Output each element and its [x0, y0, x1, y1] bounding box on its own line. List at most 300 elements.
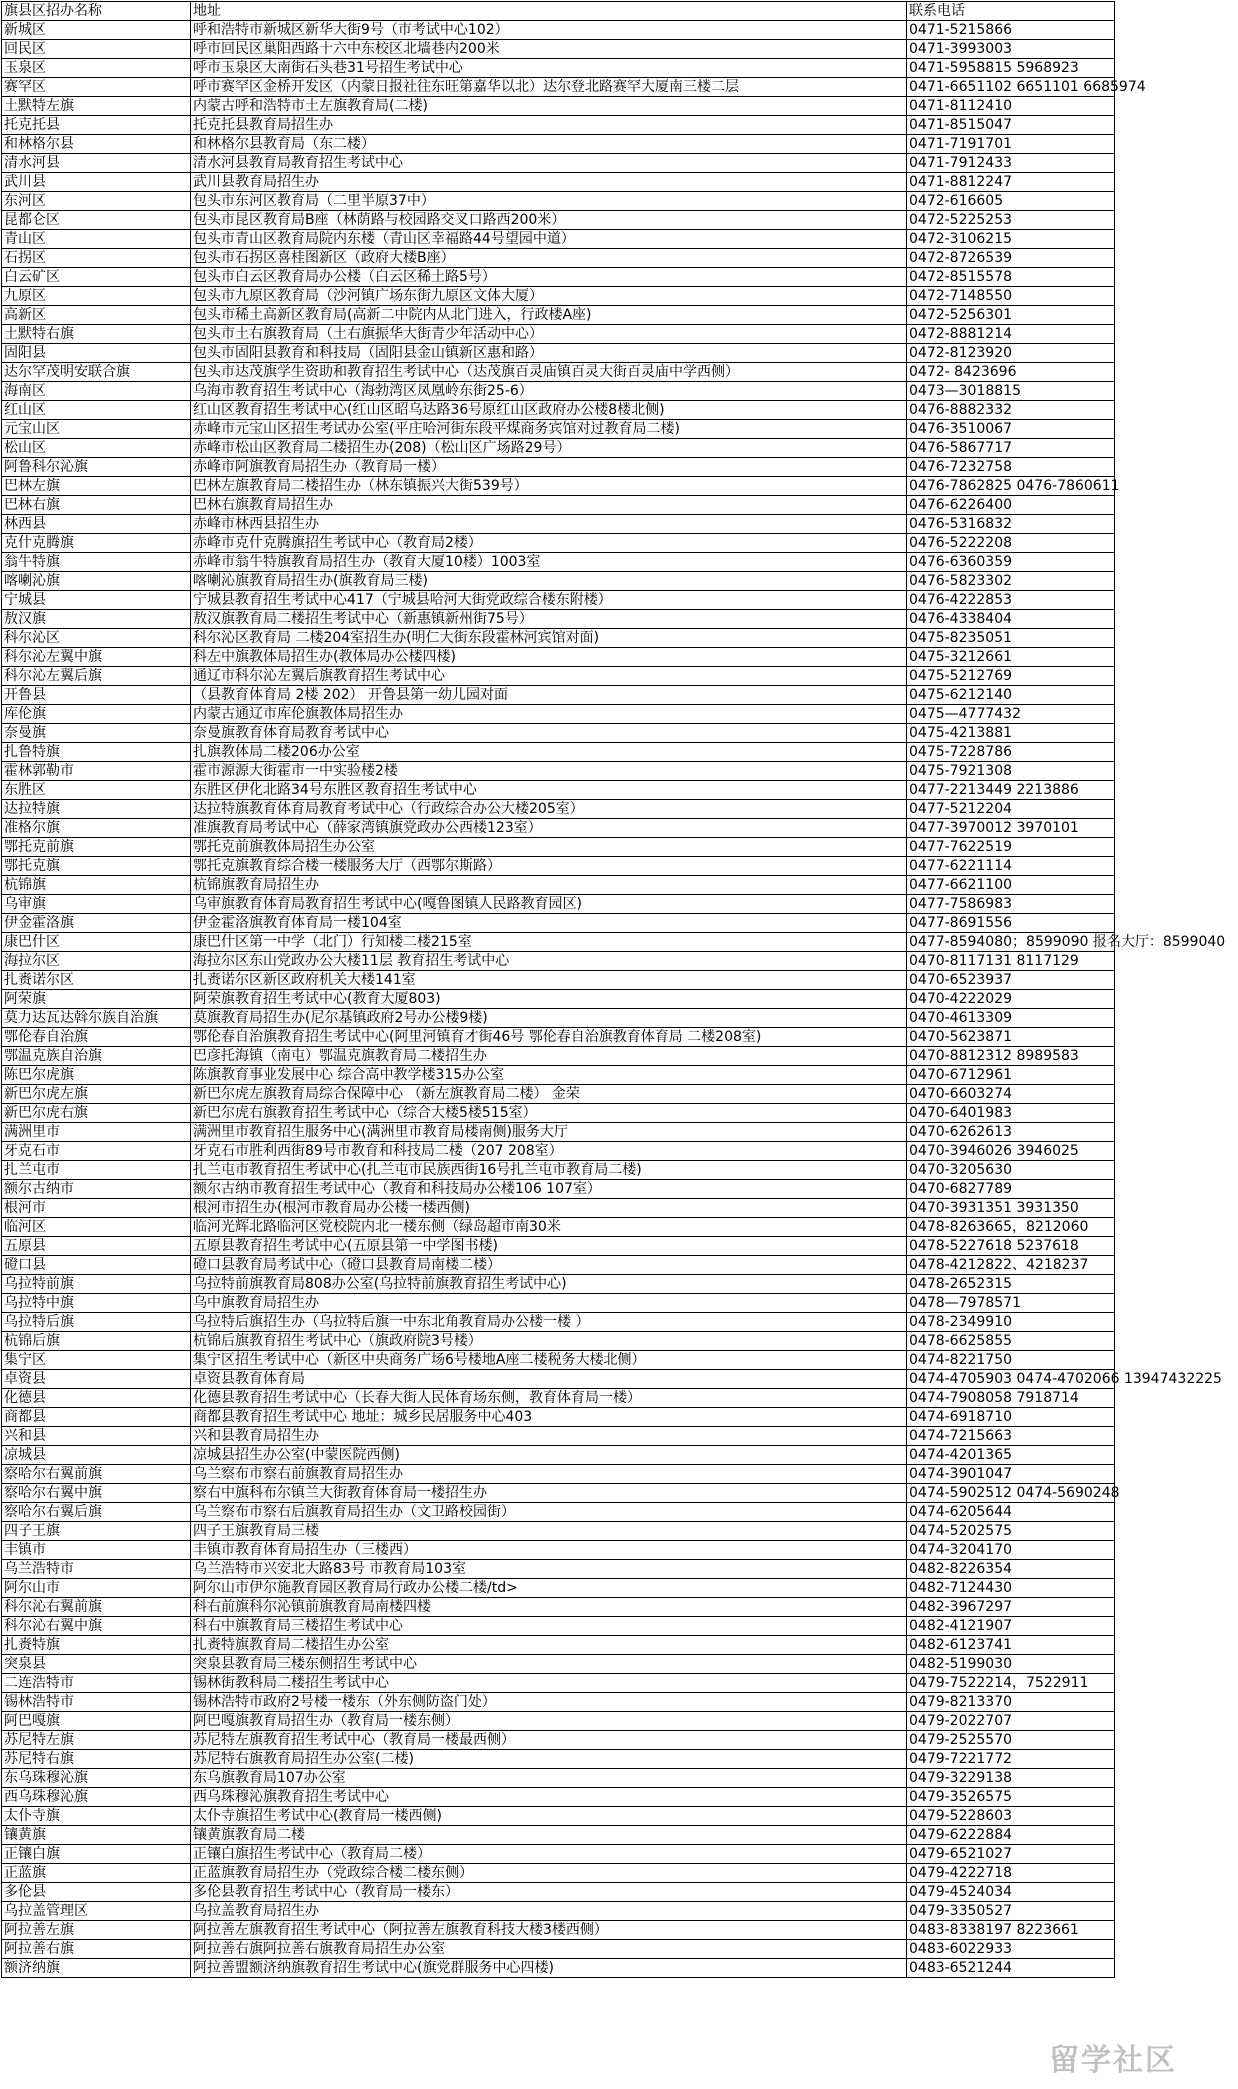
- office-name-cell: 阿拉善左旗: [2, 1921, 191, 1940]
- office-name-cell: 阿尔山市: [2, 1579, 191, 1598]
- phone-cell: 0474-8221750: [907, 1351, 1115, 1370]
- table-row: [2, 629, 1115, 648]
- address-cell: 乌兰察布市察右后旗教育局招生办（文卫路校园街）: [191, 1503, 907, 1522]
- phone-cell: 0474-5902512 0474-5690248: [907, 1484, 1115, 1503]
- office-name-cell: 海拉尔区: [2, 952, 191, 971]
- phone-cell: 0470-6523937: [907, 971, 1115, 990]
- office-name-cell: 额尔古纳市: [2, 1180, 191, 1199]
- address-cell: 苏尼特左旗教育招生考试中心（教育局一楼最西侧）: [191, 1731, 907, 1750]
- phone-cell: 0479-4222718: [907, 1864, 1115, 1883]
- office-name-cell: 达拉特旗: [2, 800, 191, 819]
- phone-cell: 0476-4222853: [907, 591, 1115, 610]
- office-name-cell: 兴和县: [2, 1427, 191, 1446]
- address-cell: 呼市回民区巢阳西路十六中东校区北墙巷内200米: [191, 40, 907, 59]
- table-row: [2, 1009, 1115, 1028]
- address-cell: 内蒙古通辽市库伦旗教体局招生办: [191, 705, 907, 724]
- address-cell: 乌审旗教育体育局教育招生考试中心(嘎鲁图镇人民路教育园区): [191, 895, 907, 914]
- phone-cell: 0476-4338404: [907, 610, 1115, 629]
- phone-cell: 0472-3106215: [907, 230, 1115, 249]
- office-name-cell: 青山区: [2, 230, 191, 249]
- phone-cell: 0470-8117131 8117129: [907, 952, 1115, 971]
- table-row: [2, 572, 1115, 591]
- address-cell: 牙克石市胜利西街89号市教育和科技局二楼（207 208室）: [191, 1142, 907, 1161]
- table-row: [2, 230, 1115, 249]
- table-row: [2, 1161, 1115, 1180]
- office-name-cell: 鄂伦春自治旗: [2, 1028, 191, 1047]
- table-row: [2, 1218, 1115, 1237]
- office-name-cell: 库伦旗: [2, 705, 191, 724]
- address-cell: 阿巴嘎旗教育局招生办（教育局一楼东侧）: [191, 1712, 907, 1731]
- address-cell: 包头市东河区教育局（二里半原37中）: [191, 192, 907, 211]
- office-name-cell: 和林格尔县: [2, 135, 191, 154]
- phone-cell: 0471-6651102 6651101 6685974: [907, 78, 1115, 97]
- phone-cell: 0476-6226400: [907, 496, 1115, 515]
- table-row: [2, 819, 1115, 838]
- table-row: [2, 1940, 1115, 1959]
- table-row: [2, 1503, 1115, 1522]
- address-cell: 商都县教育招生考试中心 地址：城乡民居服务中心403: [191, 1408, 907, 1427]
- office-name-cell: 东河区: [2, 192, 191, 211]
- table-row: [2, 1807, 1115, 1826]
- office-name-cell: 克什克腾旗: [2, 534, 191, 553]
- address-cell: 苏尼特右旗教育局招生办公室(二楼): [191, 1750, 907, 1769]
- phone-cell: 0478-2652315: [907, 1275, 1115, 1294]
- phone-cell: 0475—4777432: [907, 705, 1115, 724]
- table-row: [2, 1408, 1115, 1427]
- table-row: [2, 363, 1115, 382]
- office-name-cell: 新巴尔虎右旗: [2, 1104, 191, 1123]
- table-row: [2, 1294, 1115, 1313]
- office-name-cell: 五原县: [2, 1237, 191, 1256]
- table-row: [2, 591, 1115, 610]
- phone-cell: 0470-6712961: [907, 1066, 1115, 1085]
- phone-cell: 0479-3229138: [907, 1769, 1115, 1788]
- phone-cell: 0476-5867717: [907, 439, 1115, 458]
- office-name-cell: 苏尼特左旗: [2, 1731, 191, 1750]
- office-name-cell: 锡林浩特市: [2, 1693, 191, 1712]
- address-cell: 奈曼旗教育体育局教育考试中心: [191, 724, 907, 743]
- address-cell: 海拉尔区东山党政办公大楼11层 教育招生考试中心: [191, 952, 907, 971]
- table-row: [2, 743, 1115, 762]
- phone-cell: 0470-6827789: [907, 1180, 1115, 1199]
- office-name-cell: 察哈尔右翼中旗: [2, 1484, 191, 1503]
- address-cell: 呼市玉泉区大南街石头巷31号招生考试中心: [191, 59, 907, 78]
- address-cell: 赤峰市阿旗教育局招生办（教育局一楼）: [191, 458, 907, 477]
- address-cell: （县教育体育局 2楼 202） 开鲁县第一幼儿园对面: [191, 686, 907, 705]
- phone-cell: 0482-8226354: [907, 1560, 1115, 1579]
- address-cell: 包头市九原区教育局（沙河镇广场东街九原区文体大厦）: [191, 287, 907, 306]
- office-name-cell: 石拐区: [2, 249, 191, 268]
- office-name-cell: 二连浩特市: [2, 1674, 191, 1693]
- table-row: [2, 1883, 1115, 1902]
- table-row: [2, 154, 1115, 173]
- address-cell: 莫旗教育局招生办(尼尔基镇政府2号办公楼9楼): [191, 1009, 907, 1028]
- table-row: [2, 1351, 1115, 1370]
- address-cell: 敖汉旗教育局二楼招生考试中心（新惠镇新州街75号）: [191, 610, 907, 629]
- table-row: [2, 1446, 1115, 1465]
- phone-cell: 0479-5228603: [907, 1807, 1115, 1826]
- phone-cell: 0474-6918710: [907, 1408, 1115, 1427]
- address-cell: 集宁区招生考试中心（新区中央商务广场6号楼地A座二楼税务大楼北侧）: [191, 1351, 907, 1370]
- table-row: [2, 1256, 1115, 1275]
- phone-cell: 0479-7522214，7522911: [907, 1674, 1115, 1693]
- phone-cell: 0474-5202575: [907, 1522, 1115, 1541]
- table-row: [2, 933, 1115, 952]
- phone-cell: 0470-3931351 3931350: [907, 1199, 1115, 1218]
- office-name-cell: 乌拉特中旗: [2, 1294, 191, 1313]
- table-row: [2, 553, 1115, 572]
- phone-cell: 0479-2022707: [907, 1712, 1115, 1731]
- table-row: [2, 1313, 1115, 1332]
- phone-cell: 0475-6212140: [907, 686, 1115, 705]
- table-row: [2, 686, 1115, 705]
- address-cell: 宁城县教育招生考试中心417（宁城县哈河大街党政综合楼东附楼）: [191, 591, 907, 610]
- phone-cell: 0482-6123741: [907, 1636, 1115, 1655]
- address-cell: 包头市昆区教育局B座（林荫路与校园路交叉口路西200米）: [191, 211, 907, 230]
- address-cell: 呼和浩特市新城区新华大街9号（市考试中心102）: [191, 21, 907, 40]
- table-row: [2, 1427, 1115, 1446]
- phone-cell: 0479-8213370: [907, 1693, 1115, 1712]
- table-row: [2, 78, 1115, 97]
- phone-cell: 0479-6222884: [907, 1826, 1115, 1845]
- phone-cell: 0482-7124430: [907, 1579, 1115, 1598]
- office-name-cell: 回民区: [2, 40, 191, 59]
- office-name-cell: 阿巴嘎旗: [2, 1712, 191, 1731]
- office-name-cell: 突泉县: [2, 1655, 191, 1674]
- address-cell: 阿荣旗教育招生考试中心(教育大厦803): [191, 990, 907, 1009]
- table-row: [2, 40, 1115, 59]
- phone-cell: 0478-4212822、4218237: [907, 1256, 1115, 1275]
- table-row: [2, 496, 1115, 515]
- table-row: [2, 762, 1115, 781]
- phone-cell: 0470-3946026 3946025: [907, 1142, 1115, 1161]
- office-name-cell: 四子王旗: [2, 1522, 191, 1541]
- phone-cell: 0477-8691556: [907, 914, 1115, 933]
- table-row: [2, 1199, 1115, 1218]
- office-name-cell: 海南区: [2, 382, 191, 401]
- office-name-cell: 托克托县: [2, 116, 191, 135]
- office-name-cell: 临河区: [2, 1218, 191, 1237]
- address-cell: 锡林浩特市政府2号楼一楼东（外东侧防盗门处）: [191, 1693, 907, 1712]
- phone-cell: 0472-7148550: [907, 287, 1115, 306]
- office-name-cell: 太仆寺旗: [2, 1807, 191, 1826]
- table-row: [2, 1655, 1115, 1674]
- office-name-cell: 达尔罕茂明安联合旗: [2, 363, 191, 382]
- phone-cell: 0471-3993003: [907, 40, 1115, 59]
- phone-cell: 0470-3205630: [907, 1161, 1115, 1180]
- phone-cell: 0479-7221772: [907, 1750, 1115, 1769]
- table-row: [2, 458, 1115, 477]
- table-row: [2, 1674, 1115, 1693]
- phone-cell: 0470-4613309: [907, 1009, 1115, 1028]
- office-name-cell: 磴口县: [2, 1256, 191, 1275]
- address-cell: 科右前旗科尔沁镇前旗教育局南楼四楼: [191, 1598, 907, 1617]
- table-row: [2, 1769, 1115, 1788]
- address-cell: 额尔古纳市教育招生考试中心（教育和科技局办公楼106 107室）: [191, 1180, 907, 1199]
- table-row: [2, 1275, 1115, 1294]
- table-row: [2, 610, 1115, 629]
- address-cell: 包头市白云区教育局办公楼（白云区稀土路5号）: [191, 268, 907, 287]
- office-name-cell: 元宝山区: [2, 420, 191, 439]
- office-name-cell: 玉泉区: [2, 59, 191, 78]
- address-cell: 乌拉盖教育局招生办: [191, 1902, 907, 1921]
- phone-cell: 0474-7908058 7918714: [907, 1389, 1115, 1408]
- office-name-cell: 林西县: [2, 515, 191, 534]
- phone-cell: 0472-8515578: [907, 268, 1115, 287]
- table-row: [2, 1465, 1115, 1484]
- office-name-cell: 科尔沁右翼前旗: [2, 1598, 191, 1617]
- table-row: [2, 1712, 1115, 1731]
- office-name-cell: 科尔沁区: [2, 629, 191, 648]
- office-name-cell: 扎赉诺尔区: [2, 971, 191, 990]
- table-row: [2, 1617, 1115, 1636]
- table-row: [2, 268, 1115, 287]
- office-name-cell: 杭锦旗: [2, 876, 191, 895]
- address-cell: 扎赉特旗教育局二楼招生办公室: [191, 1636, 907, 1655]
- office-name-cell: 扎鲁特旗: [2, 743, 191, 762]
- phone-cell: 0472- 8423696: [907, 363, 1115, 382]
- phone-cell: 0472-8123920: [907, 344, 1115, 363]
- phone-cell: 0474-4201365: [907, 1446, 1115, 1465]
- address-cell: 赤峰市元宝山区招生考试办公室(平庄哈河街东段平煤商务宾馆对过教育局二楼): [191, 420, 907, 439]
- address-cell: 托克托县教育局招生办: [191, 116, 907, 135]
- table-row: [2, 648, 1115, 667]
- address-cell: 西乌珠穆沁旗教育招生考试中心: [191, 1788, 907, 1807]
- address-cell: 扎赉诺尔区新区政府机关大楼141室: [191, 971, 907, 990]
- address-cell: 五原县教育招生考试中心(五原县第一中学图书楼): [191, 1237, 907, 1256]
- table-row: [2, 1864, 1115, 1883]
- office-name-cell: 阿拉善右旗: [2, 1940, 191, 1959]
- office-name-cell: 东胜区: [2, 781, 191, 800]
- address-cell: 赤峰市林西县招生办: [191, 515, 907, 534]
- header-address: 地址: [191, 2, 907, 21]
- address-cell: 乌兰浩特市兴安北大路83号 市教育局103室: [191, 1560, 907, 1579]
- phone-cell: 0478—7978571: [907, 1294, 1115, 1313]
- table-row: [2, 1845, 1115, 1864]
- address-cell: 包头市稀土高新区教育局(高新二中院内从北门进入，行政楼A座): [191, 306, 907, 325]
- office-name-cell: 开鲁县: [2, 686, 191, 705]
- phone-cell: 0471-7191701: [907, 135, 1115, 154]
- address-cell: 根河市招生办(根河市教育局办公楼一楼西侧): [191, 1199, 907, 1218]
- phone-directory-sheet: [1, 1, 1237, 2087]
- office-name-cell: 鄂托克旗: [2, 857, 191, 876]
- site-watermark: 留学社区: [1049, 2043, 1177, 2078]
- address-cell: 满洲里市教育招生服务中心(满洲里市教育局楼南侧)服务大厅: [191, 1123, 907, 1142]
- table-row: [2, 1902, 1115, 1921]
- header-office-name: 旗县区招办名称: [2, 2, 191, 21]
- address-cell: 巴彦托海镇（南屯）鄂温克旗教育局二楼招生办: [191, 1047, 907, 1066]
- phone-cell: 0477-5212204: [907, 800, 1115, 819]
- phone-cell: 0479-3350527: [907, 1902, 1115, 1921]
- table-row: [2, 116, 1115, 135]
- address-cell: 乌中旗教育局招生办: [191, 1294, 907, 1313]
- phone-cell: 0476-8882332: [907, 401, 1115, 420]
- address-cell: 赤峰市松山区教育局二楼招生办(208)（松山区广场路29号）: [191, 439, 907, 458]
- phone-cell: 0471-7912433: [907, 154, 1115, 173]
- office-name-cell: 康巴什区: [2, 933, 191, 952]
- office-name-cell: 莫力达瓦达斡尔族自治旗: [2, 1009, 191, 1028]
- address-cell: 多伦县教育招生考试中心（教育局一楼东）: [191, 1883, 907, 1902]
- table-row: [2, 534, 1115, 553]
- phone-cell: 0476-5316832: [907, 515, 1115, 534]
- office-name-cell: 陈巴尔虎旗: [2, 1066, 191, 1085]
- phone-cell: 0474-3901047: [907, 1465, 1115, 1484]
- address-cell: 武川县教育局招生办: [191, 173, 907, 192]
- table-row: [2, 325, 1115, 344]
- office-name-cell: 苏尼特右旗: [2, 1750, 191, 1769]
- address-cell: 太仆寺旗招生考试中心(教育局一楼西侧): [191, 1807, 907, 1826]
- address-cell: 阿拉善左旗教育招生考试中心（阿拉善左旗教育科技大楼3楼西侧）: [191, 1921, 907, 1940]
- office-name-cell: 乌拉盖管理区: [2, 1902, 191, 1921]
- address-cell: 通辽市科尔沁左翼后旗教育招生考试中心: [191, 667, 907, 686]
- address-cell: 凉城县招生办公室(中蒙医院西侧): [191, 1446, 907, 1465]
- table-row: [2, 515, 1115, 534]
- phone-cell: 0471-5215866: [907, 21, 1115, 40]
- office-name-cell: 乌拉特后旗: [2, 1313, 191, 1332]
- office-name-cell: 化德县: [2, 1389, 191, 1408]
- address-cell: 和林格尔县教育局（东二楼）: [191, 135, 907, 154]
- office-name-cell: 东乌珠穆沁旗: [2, 1769, 191, 1788]
- table-row: [2, 21, 1115, 40]
- office-name-cell: 科尔沁左翼中旗: [2, 648, 191, 667]
- address-cell: 四子王旗教育局三楼: [191, 1522, 907, 1541]
- address-cell: 包头市达茂旗学生资助和教育招生考试中心（达茂旗百灵庙镇百灵大街百灵庙中学西侧）: [191, 363, 907, 382]
- address-cell: 内蒙古呼和浩特市土左旗教育局(二楼): [191, 97, 907, 116]
- address-cell: 新巴尔虎左旗教育局综合保障中心 （新左旗教育局二楼） 金荣: [191, 1085, 907, 1104]
- office-name-cell: 乌审旗: [2, 895, 191, 914]
- phone-cell: 0470-5623871: [907, 1028, 1115, 1047]
- address-cell: 鄂托克前旗教体局招生办公室: [191, 838, 907, 857]
- table-row: [2, 306, 1115, 325]
- phone-cell: 0479-4524034: [907, 1883, 1115, 1902]
- office-name-cell: 赛罕区: [2, 78, 191, 97]
- address-cell: 乌拉特前旗教育局808办公室(乌拉特前旗教育招生考试中心): [191, 1275, 907, 1294]
- table-row: [2, 1237, 1115, 1256]
- office-name-cell: 满洲里市: [2, 1123, 191, 1142]
- office-name-cell: 巴林左旗: [2, 477, 191, 496]
- table-row: [2, 1332, 1115, 1351]
- phone-cell: 0478-6625855: [907, 1332, 1115, 1351]
- address-cell: 扎旗教体局二楼206办公室: [191, 743, 907, 762]
- table-row: [2, 173, 1115, 192]
- table-row: [2, 1028, 1115, 1047]
- office-name-cell: 扎赉特旗: [2, 1636, 191, 1655]
- phone-cell: 0476-5823302: [907, 572, 1115, 591]
- table-row: [2, 667, 1115, 686]
- phone-cell: 0483-6521244: [907, 1959, 1115, 1978]
- table-row: [2, 439, 1115, 458]
- address-cell: 察右中旗科布尔镇兰大街教育体育局一楼招生办: [191, 1484, 907, 1503]
- phone-cell: 0472-8726539: [907, 249, 1115, 268]
- table-row: [2, 1788, 1115, 1807]
- office-name-cell: 固阳县: [2, 344, 191, 363]
- office-name-cell: 昆都仑区: [2, 211, 191, 230]
- phone-cell: 0482-3967297: [907, 1598, 1115, 1617]
- office-name-cell: 巴林右旗: [2, 496, 191, 515]
- table-row: [2, 1123, 1115, 1142]
- table-row: [2, 800, 1115, 819]
- address-cell: 呼市赛罕区金桥开发区（内蒙日报社往东旺第嘉华以北）达尔登北路赛罕大厦南三楼二层: [191, 78, 907, 97]
- office-name-cell: 新城区: [2, 21, 191, 40]
- office-name-cell: 喀喇沁旗: [2, 572, 191, 591]
- phone-cell: 0477-6221114: [907, 857, 1115, 876]
- table-row: [2, 895, 1115, 914]
- table-row: [2, 1579, 1115, 1598]
- address-cell: 科左中旗教体局招生办(教体局办公楼四楼): [191, 648, 907, 667]
- office-name-cell: 集宁区: [2, 1351, 191, 1370]
- phone-cell: 0471-8112410: [907, 97, 1115, 116]
- office-name-cell: 杭锦后旗: [2, 1332, 191, 1351]
- table-row: [2, 192, 1115, 211]
- address-cell: 乌海市教育招生考试中心（海勃湾区凤凰岭东街25-6）: [191, 382, 907, 401]
- address-cell: 东胜区伊化北路34号东胜区教育招生考试中心: [191, 781, 907, 800]
- address-cell: 鄂托克旗教育综合楼一楼服务大厅（西鄂尔斯路）: [191, 857, 907, 876]
- address-cell: 阿拉善盟额济纳旗教育招生考试中心(旗党群服务中心四楼): [191, 1959, 907, 1978]
- phone-cell: 0478-2349910: [907, 1313, 1115, 1332]
- address-cell: 达拉特旗教育体育局教育考试中心（行政综合办公大楼205室）: [191, 800, 907, 819]
- office-name-cell: 丰镇市: [2, 1541, 191, 1560]
- phone-cell: 0483-6022933: [907, 1940, 1115, 1959]
- address-cell: 红山区教育招生考试中心(红山区昭乌达路36号原红山区政府办公楼8楼北侧): [191, 401, 907, 420]
- address-cell: 镶黄旗教育局二楼: [191, 1826, 907, 1845]
- table-row: [2, 401, 1115, 420]
- phone-cell: 0470-4222029: [907, 990, 1115, 1009]
- phone-cell: 0472-5225253: [907, 211, 1115, 230]
- table-row: [2, 135, 1115, 154]
- address-cell: 赤峰市克什克腾旗招生考试中心（教育局2楼）: [191, 534, 907, 553]
- office-name-cell: 霍林郭勒市: [2, 762, 191, 781]
- phone-cell: 0477-8594080；8599090 报名大厅：8599040: [907, 933, 1115, 952]
- table-row: [2, 1598, 1115, 1617]
- phone-cell: 0474-6205644: [907, 1503, 1115, 1522]
- office-name-cell: 西乌珠穆沁旗: [2, 1788, 191, 1807]
- phone-cell: 0475-8235051: [907, 629, 1115, 648]
- address-cell: 科右中旗教育局三楼招生考试中心: [191, 1617, 907, 1636]
- table-row: [2, 1731, 1115, 1750]
- office-name-cell: 正镶白旗: [2, 1845, 191, 1864]
- table-row: [2, 1522, 1115, 1541]
- table-row: [2, 1085, 1115, 1104]
- office-name-cell: 鄂温克族自治旗: [2, 1047, 191, 1066]
- phone-cell: 0475-7228786: [907, 743, 1115, 762]
- phone-cell: 0476-3510067: [907, 420, 1115, 439]
- address-cell: 阿拉善右旗阿拉善右旗教育局招生办公室: [191, 1940, 907, 1959]
- office-name-cell: 科尔沁右翼中旗: [2, 1617, 191, 1636]
- table-row: [2, 420, 1115, 439]
- table-row: [2, 287, 1115, 306]
- address-cell: 巴林右旗教育局招生办: [191, 496, 907, 515]
- table-row: [2, 857, 1115, 876]
- table-row: [2, 1104, 1115, 1123]
- phone-cell: 0472-5256301: [907, 306, 1115, 325]
- office-name-cell: 翁牛特旗: [2, 553, 191, 572]
- address-cell: 杭锦旗教育局招生办: [191, 876, 907, 895]
- office-name-cell: 松山区: [2, 439, 191, 458]
- phone-cell: 0476-7862825 0476-7860611: [907, 477, 1115, 496]
- table-row: [2, 344, 1115, 363]
- address-cell: 扎兰屯市教育招生考试中心(扎兰屯市民族西街16号扎兰屯市教育局二楼): [191, 1161, 907, 1180]
- office-name-cell: 阿鲁科尔沁旗: [2, 458, 191, 477]
- phone-cell: 0478-5227618 5237618: [907, 1237, 1115, 1256]
- office-name-cell: 察哈尔右翼后旗: [2, 1503, 191, 1522]
- phone-cell: 0471-8515047: [907, 116, 1115, 135]
- phone-cell: 0482-5199030: [907, 1655, 1115, 1674]
- phone-cell: 0479-3526575: [907, 1788, 1115, 1807]
- office-name-cell: 清水河县: [2, 154, 191, 173]
- phone-cell: 0472-8881214: [907, 325, 1115, 344]
- phone-cell: 0470-6401983: [907, 1104, 1115, 1123]
- phone-cell: 0474-7215663: [907, 1427, 1115, 1446]
